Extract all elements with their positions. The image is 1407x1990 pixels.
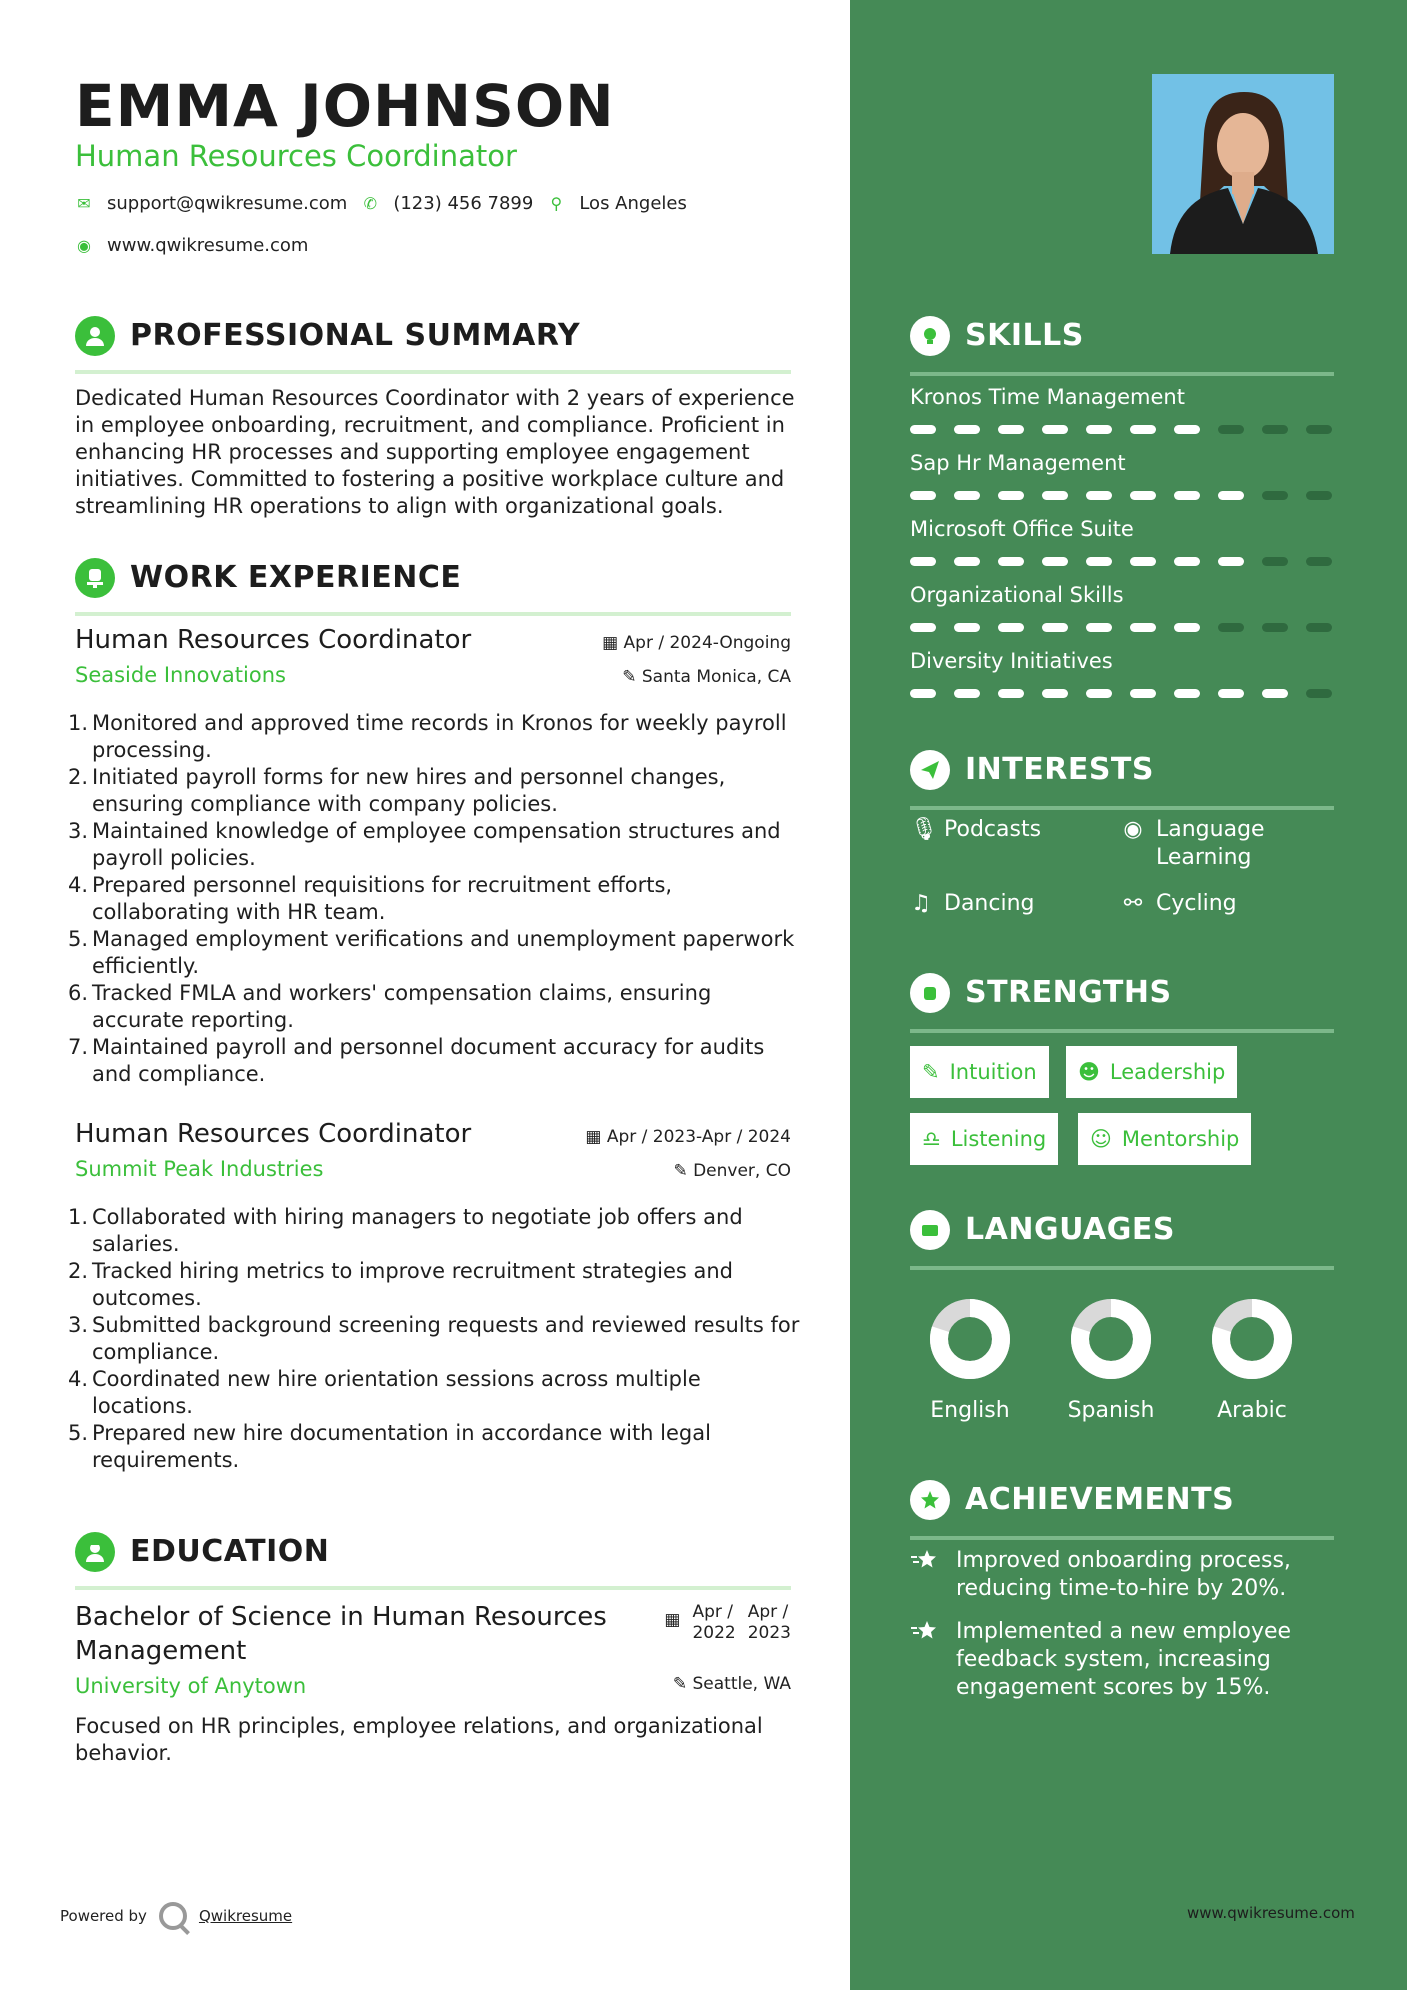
experience-heading: WORK EXPERIENCE (130, 560, 462, 595)
strength-chip (910, 1046, 1049, 1098)
lightbulb-icon (910, 316, 950, 356)
qwikresume-logo-icon (159, 1902, 187, 1930)
skill-segment (998, 623, 1024, 632)
skill-segment (1262, 425, 1288, 434)
contact-location: Los Angeles (579, 193, 687, 214)
skill-row (910, 583, 1334, 607)
bullet-text: Tracked hiring metrics to improve recruitment strategies and outcomes. (92, 1259, 734, 1310)
contact-row-2 (75, 235, 308, 256)
list-item: 2. Initiated payroll forms for new hires and personnel changes, ensuring compliance with company policies. (68, 765, 726, 816)
briefcase-icon (75, 558, 115, 598)
edu-end (748, 1602, 791, 1644)
skill-segment (1042, 491, 1068, 500)
skill-segment (954, 557, 980, 566)
skill-segment (1042, 557, 1068, 566)
interest-label: Podcasts (944, 817, 1042, 842)
job-company: Seaside Innovations (75, 663, 286, 687)
user-plus-icon: ☺ (1090, 1127, 1112, 1151)
skill-segment (954, 623, 980, 632)
skill-segment (1042, 623, 1068, 632)
language-icon (910, 1210, 950, 1250)
achievements-heading: ACHIEVEMENTS (965, 1482, 1235, 1517)
bullet-text: Submitted background screening requests and reviewed results for compliance. (92, 1313, 800, 1364)
skill-segment (1306, 689, 1332, 698)
strength-label: Mentorship (1121, 1127, 1240, 1151)
job-location-text: Denver, CO (693, 1161, 791, 1181)
job-location (622, 667, 791, 687)
skill-segment (1174, 557, 1200, 566)
bicycle-icon: ⚯ (1123, 891, 1143, 916)
contact-email[interactable]: support@qwikresume.com (107, 193, 348, 214)
skill-segment (998, 491, 1024, 500)
language-donut (1202, 1296, 1302, 1382)
strength-label: Leadership (1109, 1060, 1226, 1084)
skill-segment (954, 425, 980, 434)
education-description: Focused on HR principles, employee relations, and organizational behavior. (75, 1714, 763, 1765)
list-item: 7. Maintained payroll and personnel document accuracy for audits and compliance. (68, 1035, 765, 1086)
job-company: Summit Peak Industries (75, 1157, 324, 1181)
skill-segment (1306, 623, 1332, 632)
skill-segment (998, 557, 1024, 566)
skill-label: Organizational Skills (910, 583, 1124, 607)
skill-segment (998, 425, 1024, 434)
list-item: 3. Submitted background screening requests and reviewed results for compliance. (68, 1313, 800, 1364)
bullet-text: Coordinated new hire orientation sessions across multiple locations. (92, 1367, 701, 1418)
job-title: Human Resources Coordinator (75, 1119, 472, 1149)
skill-segment (1086, 491, 1112, 500)
skill-segment (1130, 491, 1156, 500)
user-icon (75, 316, 115, 356)
language-label: English (930, 1398, 1010, 1423)
strength-label: Listening (950, 1127, 1047, 1151)
achievement-item (910, 1547, 1334, 1603)
skill-segment (1218, 623, 1244, 632)
achievements-section-header (910, 1480, 1334, 1540)
skill-segment (1262, 623, 1288, 632)
skill-segment (1042, 689, 1068, 698)
bullet-text: Initiated payroll forms for new hires and personnel changes, ensuring compliance with company policies. (92, 765, 726, 816)
skill-meter (910, 491, 1332, 500)
skill-label: Sap Hr Management (910, 451, 1126, 475)
skills-section-header (910, 316, 1334, 376)
skill-segment (910, 557, 936, 566)
edu-end-year: 2023 (747, 1623, 791, 1643)
skill-segment (1306, 557, 1332, 566)
interest-label-line1: Language (1156, 817, 1265, 842)
education-location-text: Seattle, WA (692, 1674, 791, 1694)
skill-meter (910, 557, 1332, 566)
skill-segment (1086, 623, 1112, 632)
pin-icon: ✎ (622, 667, 637, 687)
powered-by-label: Powered by (60, 1907, 147, 1925)
languages-heading: LANGUAGES (965, 1212, 1175, 1247)
language-item (1202, 1296, 1302, 1423)
education-heading: EDUCATION (130, 1534, 330, 1569)
job-location (673, 1161, 791, 1181)
skill-segment (1174, 689, 1200, 698)
calendar-icon: ▦ (602, 633, 619, 653)
skill-segment (1130, 623, 1156, 632)
skill-segment (1086, 425, 1112, 434)
languages-section-header (910, 1210, 1334, 1270)
degree-line-2: Management (75, 1636, 247, 1666)
job-location-text: Santa Monica, CA (641, 667, 791, 687)
skill-row (910, 451, 1334, 475)
bullet-text: Monitored and approved time records in Kronos for weekly payroll processing. (92, 711, 787, 762)
skill-segment (998, 689, 1024, 698)
achievement-line: Implemented a new employee (956, 1619, 1292, 1644)
skill-segment (954, 689, 980, 698)
bullet-text: Prepared new hire documentation in accordance with legal requirements. (92, 1421, 711, 1472)
list-item: 1. Monitored and approved time records in Kronos for weekly payroll processing. (68, 711, 787, 762)
microphone-icon: 🎙 (910, 817, 938, 842)
summary-heading: PROFESSIONAL SUMMARY (130, 318, 581, 353)
list-item: 5. Managed employment verifications and unemployment paperwork efficiently. (68, 927, 795, 978)
edu-start-year: 2022 (692, 1623, 736, 1643)
skill-segment (910, 689, 936, 698)
pin-icon: ✎ (672, 1674, 688, 1694)
skill-segment (1174, 425, 1200, 434)
list-item: 4. Prepared personnel requisitions for recruitment efforts, collaborating with HR team. (68, 873, 673, 924)
strength-label: Intuition (949, 1060, 1037, 1084)
contact-website[interactable]: www.qwikresume.com (107, 235, 309, 256)
skill-meter (910, 425, 1332, 434)
skill-segment (1218, 491, 1244, 500)
language-item (920, 1296, 1020, 1423)
job-dates (602, 633, 791, 653)
bullet-text: Prepared personnel requisitions for recruitment efforts, collaborating with HR team. (92, 873, 673, 924)
interest-label-line2: Learning (1156, 845, 1252, 870)
skill-label: Microsoft Office Suite (910, 517, 1134, 541)
interest-item (1122, 890, 1237, 918)
skill-segment (910, 491, 936, 500)
contact-phone[interactable]: (123) 456 7899 (393, 193, 534, 214)
skill-segment (1130, 425, 1156, 434)
job-dates-text: Apr / 2024-Ongoing (623, 633, 791, 653)
achievement-line: Improved onboarding process, (956, 1548, 1291, 1573)
summary-section-header (75, 316, 791, 374)
skill-meter (910, 689, 1332, 698)
list-item: 6. Tracked FMLA and workers' compensation claims, ensuring accurate reporting. (68, 981, 712, 1032)
edu-start (692, 1602, 735, 1644)
education-entry (75, 1600, 791, 1698)
skills-heading: SKILLS (965, 318, 1084, 353)
skill-segment (1174, 623, 1200, 632)
candidate-name: EMMA JOHNSON (75, 72, 615, 140)
skill-segment (1306, 425, 1332, 434)
star-icon (910, 1547, 940, 1581)
profile-photo (1152, 74, 1334, 254)
list-item: 3. Maintained knowledge of employee compensation structures and payroll policies. (68, 819, 781, 870)
skill-segment (1042, 425, 1068, 434)
achievement-line: feedback system, increasing (956, 1647, 1271, 1672)
skill-segment (1306, 491, 1332, 500)
magic-wand-icon: ✎ (922, 1060, 940, 1084)
degree-line-1: Bachelor of Science in Human Resources (75, 1602, 607, 1632)
skill-meter (910, 623, 1332, 632)
fist-icon (910, 973, 950, 1013)
language-label: Spanish (1067, 1398, 1155, 1423)
school-name: University of Anytown (75, 1674, 307, 1698)
bullet-text: Collaborated with hiring managers to negotiate job offers and salaries. (92, 1205, 743, 1256)
phone-icon: ✆ (363, 194, 378, 213)
experience-section-header (75, 558, 791, 616)
bullet-text: Maintained payroll and personnel document accuracy for audits and compliance. (92, 1035, 765, 1086)
bullet-text: Managed employment verifications and unemployment paperwork efficiently. (92, 927, 795, 978)
skill-segment (1130, 689, 1156, 698)
skill-segment (1262, 491, 1288, 500)
list-item: 4. Coordinated new hire orientation sessions across multiple locations. (68, 1367, 701, 1418)
bullet-text: Tracked FMLA and workers' compensation claims, ensuring accurate reporting. (92, 981, 712, 1032)
interest-label (1156, 816, 1265, 872)
paper-plane-icon (910, 750, 950, 790)
list-item: 5. Prepared new hire documentation in accordance with legal requirements. (68, 1421, 711, 1472)
skill-segment (954, 491, 980, 500)
skill-segment (1086, 557, 1112, 566)
achievement-line: engagement scores by 15%. (956, 1675, 1271, 1700)
language-label: Arabic (1217, 1398, 1287, 1423)
star-icon (910, 1618, 940, 1652)
education-section-header (75, 1532, 791, 1590)
job-bullets (68, 1204, 802, 1474)
interest-item (910, 816, 1041, 844)
job-entry (75, 1119, 791, 1181)
candidate-title: Human Resources Coordinator (75, 139, 517, 173)
envelope-icon: ✉ (77, 194, 91, 213)
achievement-line: reducing time-to-hire by 20%. (956, 1576, 1287, 1601)
bullet-text: Maintained knowledge of employee compensation structures and payroll policies. (92, 819, 781, 870)
strength-chip (1066, 1046, 1237, 1098)
users-icon: ☻ (1078, 1060, 1100, 1084)
skill-segment (910, 623, 936, 632)
skill-segment (1218, 689, 1244, 698)
skill-segment (1130, 557, 1156, 566)
interest-item (910, 890, 1034, 918)
language-item (1061, 1296, 1161, 1423)
skill-label: Diversity Initiatives (910, 649, 1113, 673)
music-icon: ♫ (911, 891, 931, 916)
interests-section-header (910, 750, 1334, 810)
footer-website[interactable]: www.qwikresume.com (1187, 1904, 1355, 1922)
star-badge-icon (910, 1480, 950, 1520)
skill-segment (1262, 689, 1288, 698)
skill-segment (1218, 425, 1244, 434)
map-pin-icon: ⚲ (550, 194, 563, 213)
skill-label: Kronos Time Management (910, 385, 1185, 409)
education-dates (664, 1602, 791, 1644)
list-item: 1. Collaborated with hiring managers to negotiate job offers and salaries. (68, 1205, 743, 1256)
contact-row (75, 193, 687, 214)
globe-icon: ◉ (77, 236, 91, 255)
interest-label: Cycling (1156, 891, 1237, 916)
job-dates-text: Apr / 2023-Apr / 2024 (606, 1127, 791, 1147)
achievement-text (910, 1618, 1334, 1702)
skill-row (910, 385, 1334, 409)
achievement-text (910, 1547, 1334, 1603)
skill-segment (910, 425, 936, 434)
strength-chip (1078, 1113, 1251, 1165)
interests-heading: INTERESTS (965, 752, 1154, 787)
strength-chip (910, 1113, 1058, 1165)
language-donut (920, 1296, 1020, 1382)
powered-by (60, 1902, 292, 1930)
skill-row (910, 649, 1334, 673)
headphones-icon: ♎ (922, 1127, 941, 1151)
job-title: Human Resources Coordinator (75, 625, 472, 655)
strengths-section-header (910, 973, 1334, 1033)
achievement-item (910, 1618, 1334, 1702)
skill-segment (1086, 689, 1112, 698)
edu-start-month: Apr / (692, 1602, 734, 1622)
calendar-icon: ▦ (664, 1610, 681, 1630)
strengths-heading: STRENGTHS (965, 975, 1172, 1010)
interest-item (1122, 816, 1265, 872)
brand-link[interactable]: Qwikresume (198, 1907, 293, 1925)
pin-icon: ✎ (673, 1161, 688, 1181)
interest-label: Dancing (944, 891, 1035, 916)
job-entry (75, 625, 791, 687)
skill-segment (1262, 557, 1288, 566)
calendar-icon: ▦ (585, 1127, 602, 1147)
job-bullets (68, 710, 802, 1088)
globe-icon: ◉ (1123, 817, 1143, 842)
list-item: 2. Tracked hiring metrics to improve recruitment strategies and outcomes. (68, 1259, 734, 1310)
skill-row (910, 517, 1334, 541)
education-location (673, 1674, 791, 1694)
language-donut (1061, 1296, 1161, 1382)
graduation-icon (75, 1532, 115, 1572)
skill-segment (1218, 557, 1244, 566)
edu-end-month: Apr / (747, 1602, 789, 1622)
summary-text: Dedicated Human Resources Coordinator with 2 years of experience in employee onboarding, recruitment, and compliance. Proficient in enhancing HR processes and supporting employee engagement initiatives. Committed to fostering a positive workplace culture and streamlining HR operations to align with organizational goals. (75, 386, 795, 518)
job-dates (585, 1127, 791, 1147)
skill-segment (1174, 491, 1200, 500)
